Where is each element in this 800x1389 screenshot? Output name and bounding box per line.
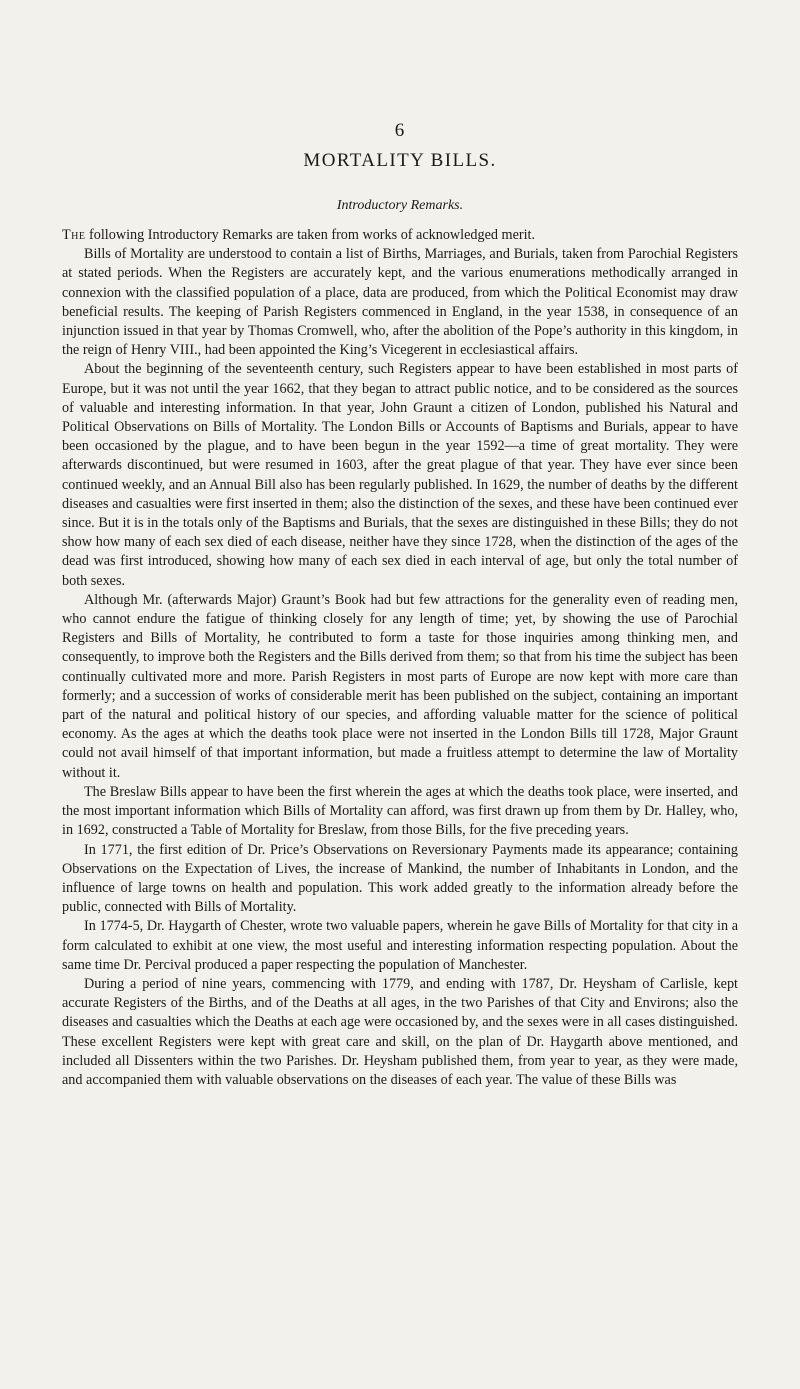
paragraph-3: About the beginning of the seventeenth century, such Registers appear to have been established in most parts of Europe, but it was not until the year 1662, that they began to attract public notice, and to be considered as the sources of valuable and interesting information. In that year, John Graunt a citizen of London, published his Natural and Political Observations on Bills of Mortality. The London Bills or Accounts of Baptisms and Burials, appear to have been occasioned by the plague, and to have been begun in the year 1592—a time of great mortality. They were afterwards discontinued, but were resumed in 1603, after the great plague of that year. They have ever since been continued weekly, and an Annual Bill also has been regularly published. In 1629, the number of deaths by the different diseases and casualties were first inserted in them; also the distinction of the sexes, and these have been continued ever since. But it is in the totals only of the Baptisms and Burials, that the sexes are distinguished in these Bills; they do not show how many of each sex died of each disease, neither have they since 1728, when the distinction of the ages of the dead was first introduced, showing how many of each sex died in each interval of age, but only the total number of both sexes. [62, 361, 738, 589]
paragraph-7: In 1774-5, Dr. Haygarth of Chester, wrote two valuable papers, wherein he gave Bills of Mortality for that city in a form calculated to exhibit at one view, the most useful and interesting information respecting population. About the same time Dr. Percival produced a paper respecting the population of Manchester. [62, 918, 738, 973]
page-number: 6 [394, 120, 406, 141]
paragraph-1 [62, 226, 738, 245]
paragraph-2: Bills of Mortality are understood to contain a list of Births, Marriages, and Burials, taken from Parochial Registers at stated periods. When the Registers are accurately kept, and the various enumerations methodically arranged in connexion with the classified population of a place, data are produced, from which the Political Economist may draw beneficial results. The keeping of Parish Registers commenced in England, in the year 1538, in consequence of an injunction issued in that year by Thomas Cromwell, who, after the abolition of the Pope’s authority in this kingdom, in the reign of Henry VIII., had been appointed the King’s Vicegerent in ecclesiastical affairs. [62, 246, 738, 359]
section-subtitle: Introductory Remarks. [336, 198, 464, 213]
paragraph-lead-word: The [62, 227, 86, 243]
paragraph-5: The Breslaw Bills appear to have been the first wherein the ages at which the deaths took place, were inserted, and the most important information which Bills of Mortality can afford, was first drawn up from them by Dr. Halley, who, in 1692, constructed a Table of Mortality for Breslaw, from those Bills, for the five preceding years. [62, 783, 738, 839]
paragraph-8: During a period of nine years, commencing with 1779, and ending with 1787, Dr. Heysham of Carlisle, kept accurate Registers of the Births, and of the Deaths at all ages, in the two Parishes of that City and Environs; also the diseases and casualties which the Deaths at each age were occasioned by, and the sexes were in all cases distinguished. These excellent Registers were kept with great care and skill, on the plan of Dr. Haygarth above mentioned, and included all Dissenters within the two Parishes. Dr. Heysham published them, from year to year, as they were made, and accompanied them with valuable observations on the diseases of each year. The value of these Bills was [62, 975, 738, 1088]
body-text [62, 226, 738, 1090]
paragraph-text: following Introductory Remarks are taken from works of acknowledged merit. [85, 227, 536, 243]
page-title: MORTALITY BILLS. [303, 150, 497, 171]
paragraph-6: In 1771, the first edition of Dr. Price’s Observations on Reversionary Payments made its appearance; containing Observations on the Expectation of Lives, the increase of Mankind, the number of Inhabitants in London, and the influence of large towns on health and population. This work added greatly to the information already before the public, connected with Bills of Mortality. [62, 841, 738, 916]
paragraph-4: Although Mr. (afterwards Major) Graunt’s Book had but few attractions for the generality even of reading men, who cannot endure the fatigue of thinking closely for any length of time; yet, by showing the use of Parochial Registers and Bills of Mortality, he contributed to form a taste for those inquiries among thinking men, and consequently, to improve both the Registers and the Bills derived from them; so that from his time the subject has been continually cultivated more and more. Parish Registers in most parts of Europe are now kept with more care than formerly; and a succession of works of considerable merit has been published on the subject, containing an important part of the natural and political history of our species, and affording valuable matter for the science of political economy. As the ages at which the deaths took place were not inserted in the London Bills till 1728, Major Graunt could not avail himself of that important information, but made a fruitless attempt to determine the law of Mortality without it. [62, 591, 738, 781]
